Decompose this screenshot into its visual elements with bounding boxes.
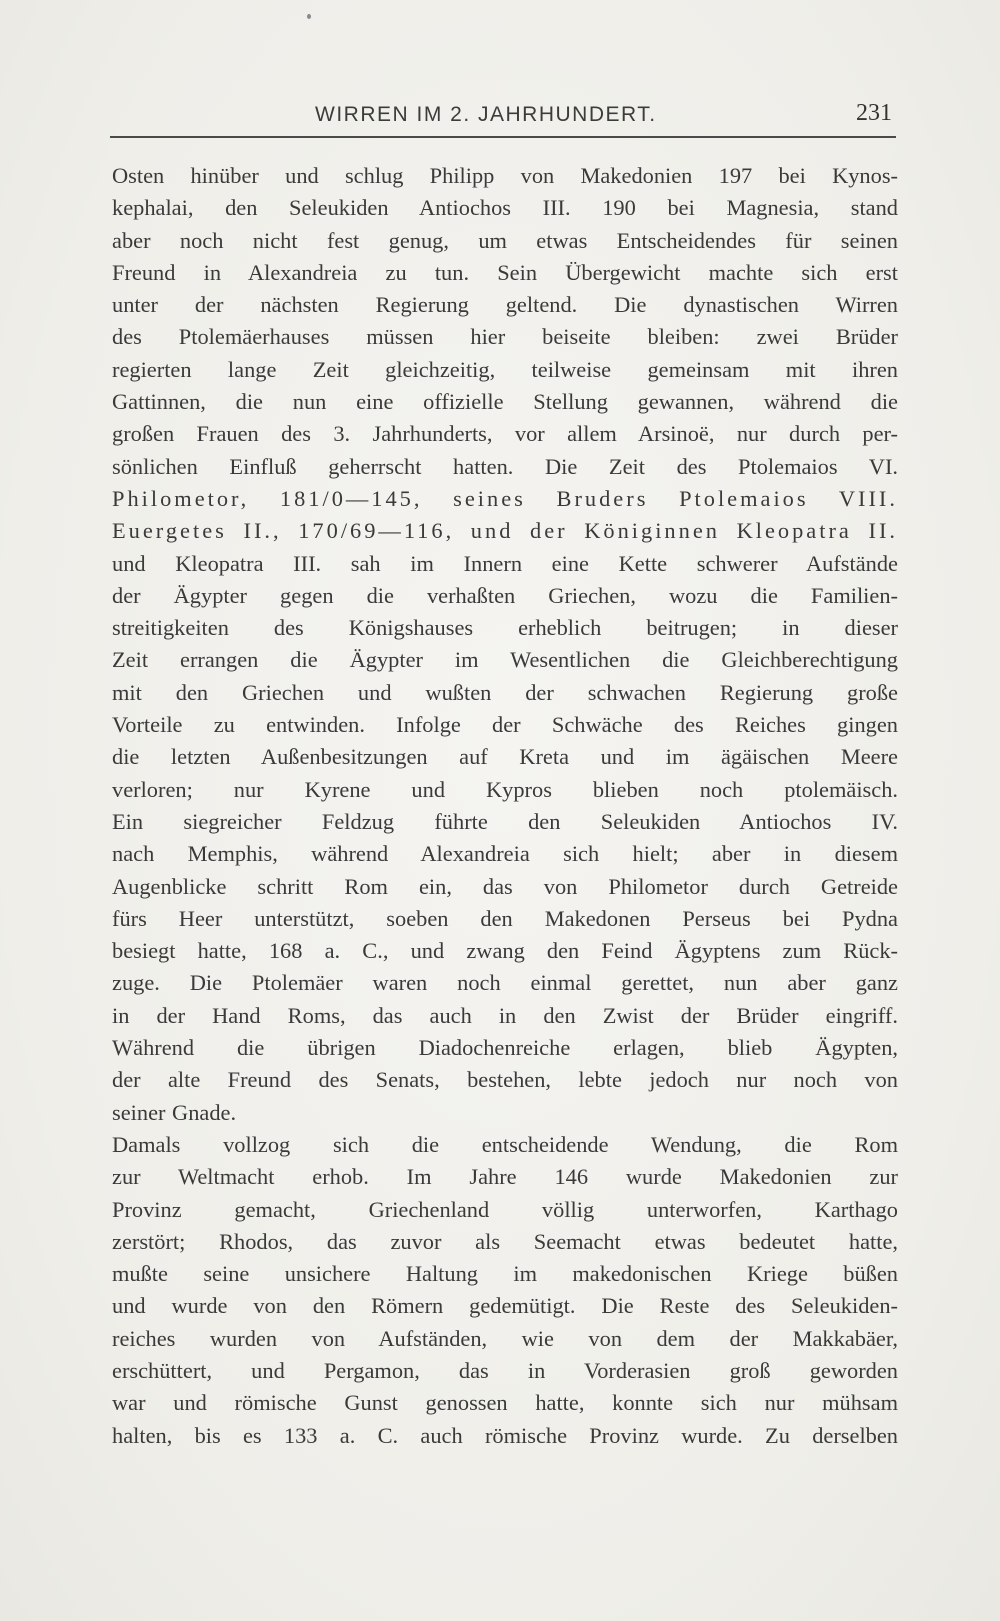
text-line: Augenblicke schritt Rom ein, das von Philometor durch Getreide [112, 873, 898, 899]
text-line: und wurde von den Römern gedemütigt. Die Reste des Seleukiden- [112, 1293, 898, 1319]
text-line: Euergetes II., 170/69—116, und der Königinnen Kleopatra II. [112, 518, 898, 544]
text-line: zur Weltmacht erhob. Im Jahre 146 wurde Makedonien zur [112, 1164, 898, 1190]
text-line: Gattinnen, die nun eine offizielle Stellung gewannen, während die [112, 389, 898, 415]
text-line: kephalai, den Seleukiden Antiochos III. 190 bei Magnesia, stand [112, 195, 898, 221]
text-line: der Ägypter gegen die verhaßten Griechen, wozu die Familien- [112, 582, 898, 608]
text-line: Ein siegreicher Feldzug führte den Seleukiden Antiochos IV. [112, 808, 898, 834]
text-line: Vorteile zu entwinden. Infolge der Schwäche des Reiches gingen [112, 712, 898, 738]
text-line: verloren; nur Kyrene und Kypros blieben noch ptolemäisch. [112, 776, 898, 802]
text-line: zerstört; Rhodos, das zuvor als Seemacht etwas bedeutet hatte, [112, 1228, 898, 1254]
text-line: Provinz gemacht, Griechenland völlig unterworfen, Karthago [112, 1196, 898, 1222]
text-line: Während die übrigen Diadochenreiche erlagen, blieb Ägypten, [112, 1035, 898, 1061]
text-line: halten, bis es 133 a. C. auch römische Provinz wurde. Zu derselben [112, 1422, 898, 1448]
text-line: der alte Freund des Senats, bestehen, lebte jedoch nur noch von [112, 1067, 898, 1093]
text-line: Osten hinüber und schlug Philipp von Makedonien 197 bei Kynos- [112, 163, 898, 188]
text-line: zuge. Die Ptolemäer waren noch einmal gerettet, nun aber ganz [112, 970, 898, 996]
text-line: besiegt hatte, 168 a. C., und zwang den Feind Ägyptens zum Rück- [112, 938, 898, 964]
text-line: die letzten Außenbesitzungen auf Kreta und im ägäischen Meere [112, 744, 898, 770]
text-line: mußte seine unsichere Haltung im makedonischen Kriege büßen [112, 1261, 898, 1287]
text-line: Freund in Alexandreia zu tun. Sein Übergewicht machte sich erst [112, 259, 898, 285]
page-number: 231 [856, 100, 892, 126]
text-line: Philometor, 181/0—145, seines Bruders Ptolemaios VIII. [112, 485, 898, 511]
text-line: streitigkeiten des Königshauses erheblich beitrugen; in dieser [112, 615, 898, 641]
text-line: mit den Griechen und wußten der schwachen Regierung große [112, 679, 898, 705]
text-line: und Kleopatra III. sah im Innern eine Kette schwerer Aufstände [112, 550, 898, 576]
text-line: aber noch nicht fest genug, um etwas Entscheidendes für seinen [112, 227, 898, 253]
scan-speck [307, 14, 311, 19]
text-line: fürs Heer unterstützt, soeben den Makedonen Perseus bei Pydna [112, 905, 898, 931]
text-line: in der Hand Roms, das auch in den Zwist der Brüder eingriff. [112, 1002, 898, 1028]
text-line: unter der nächsten Regierung geltend. Die dynastischen Wirren [112, 292, 898, 318]
text-line: reiches wurden von Aufständen, wie von dem der Makkabäer, [112, 1325, 898, 1351]
text-line: großen Frauen des 3. Jahrhunderts, vor allem Arsinoë, nur durch per- [112, 421, 898, 447]
text-line: regierten lange Zeit gleichzeitig, teilweise gemeinsam mit ihren [112, 356, 898, 382]
text-line: nach Memphis, während Alexandreia sich hielt; aber in diesem [112, 841, 898, 867]
text-line-paragraph-end: seiner Gnade. [112, 1099, 237, 1125]
text-line: sönlichen Einfluß geherrscht hatten. Die Zeit des Ptolemaios VI. [112, 453, 898, 479]
body-text [112, 160, 898, 1452]
text-line: war und römische Gunst genossen hatte, konnte sich nur mühsam [112, 1390, 898, 1416]
text-line: erschüttert, und Pergamon, das in Vorderasien groß geworden [112, 1357, 898, 1383]
text-line: Damals vollzog sich die entscheidende Wendung, die Rom [112, 1131, 898, 1157]
text-line: des Ptolemäerhauses müssen hier beiseite bleiben: zwei Brüder [112, 324, 898, 350]
text-line: Zeit errangen die Ägypter im Wesentlichen die Gleichberechtigung [112, 647, 898, 673]
running-head: WIRREN IM 2. JAHRHUNDERT. [315, 103, 657, 126]
page-header [110, 100, 896, 138]
